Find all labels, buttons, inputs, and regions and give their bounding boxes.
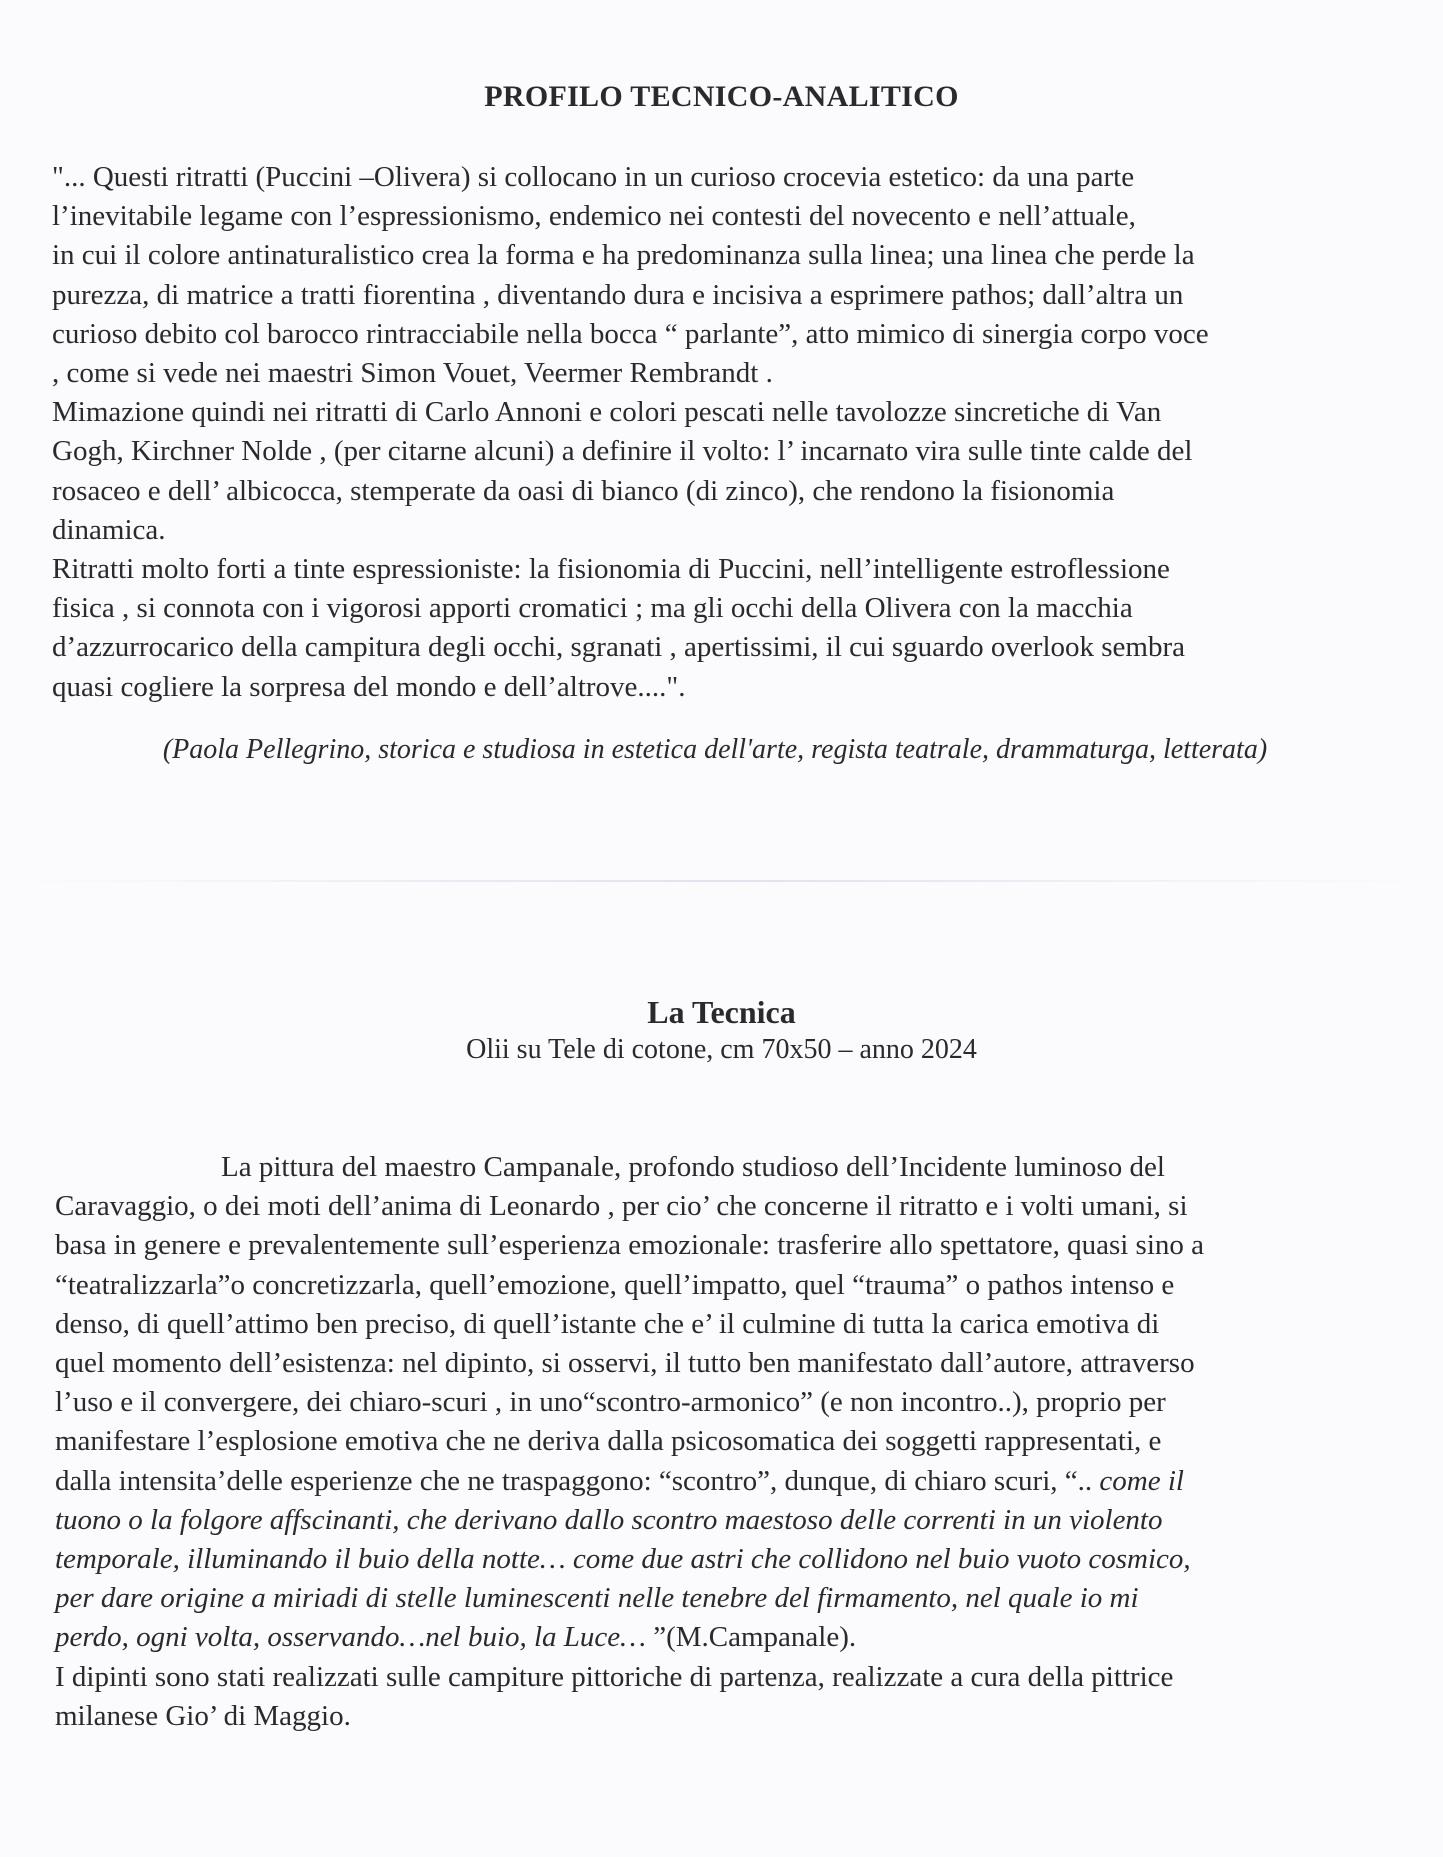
quote-line: tuono o la folgore affscinanti, che derivano dallo scontro maestoso delle correnti in un violento [55,1503,1163,1536]
text-line: "... Questi ritratti (Puccini –Olivera) si collocano in un curioso crocevia estetico: da una parte [52,161,1135,193]
quote-attribution: ”(M.Campanale). [653,1621,857,1654]
italic-segment: come il [1099,1464,1184,1497]
text-line: quel momento dell’esistenza: nel dipinto, si osservi, il tutto ben manifestato dall’autore, attraverso [55,1347,1195,1380]
author-citation: (Paola Pellegrino, storica e studiosa in estetica dell'arte, regista teatrale, drammaturga, letterata) [162,734,1268,765]
italic-segment: perdo, ogni volta, osservando…nel buio, la Luce… [55,1621,654,1654]
text-line: l’inevitabile legame con l’espressionismo, endemico nei contesti del novecento e nell’attuale, [52,200,1136,233]
text-line: milanese Gio’ di Maggio. [55,1699,351,1732]
text-line [55,1618,1415,1657]
text-line: fisica , si connota con i vigorosi apporti cromatici ; ma gli occhi della Olivera con la macchia [52,592,1133,625]
text-line [55,1462,1415,1501]
text-line: purezza, di matrice a tratti fiorentina , diventando dura e incisiva a esprimere pathos; dall’altra un [52,278,1184,311]
profile-title: PROFILO TECNICO-ANALITICO [484,80,959,113]
text-line: Gogh, Kirchner Nolde , (per citarne alcuni) a definire il volto: l’ incarnato vira sulle tinte calde del [52,435,1193,468]
text-line: Caravaggio, o dei moti dell’anima di Leonardo , per cio’ che concerne il ritratto e i volti umani, si [55,1190,1188,1223]
text-line: dinamica. [52,513,166,546]
text-line: , come si vede nei maestri Simon Vouet, Veermer Rembrandt . [52,357,773,390]
text-line: “teatralizzarla”o concretizzarla, quell’emozione, quell’impatto, quel “trauma” o pathos intenso e [55,1268,1175,1301]
text-line: Ritratti molto forti a tinte espressioniste: la fisionomia di Puccini, nell’intelligente estroflessione [52,553,1170,586]
quote-line: temporale, illuminando il buio della notte… come due astri che collidono nel buio vuoto cosmico, [55,1543,1191,1576]
paper-fold-line [0,880,1443,882]
text-line: d’azzurrocarico della campitura degli occhi, sgranati , apertissimi, il cui sguardo overlook sembra [52,631,1185,664]
technique-subtitle: Olii su Tele di cotone, cm 70x50 – anno 2024 [466,1034,977,1065]
technique-text [55,1148,1415,1736]
quote-line: per dare origine a miriadi di stelle luminescenti nelle tenebre del firmamento, nel quale io mi [55,1582,1139,1615]
text-line: La pittura del maestro Campanale, profondo studioso dell’Incidente luminoso del [221,1151,1165,1183]
text-line: quasi cogliere la sorpresa del mondo e dell’altrove....". [52,670,686,703]
profile-text [52,158,1402,707]
text-segment: dalla intensita’delle esperienze che ne traspaggono: “scontro”, dunque, di chiaro scuri, “.. [55,1464,1093,1497]
text-line: basa in genere e prevalentemente sull’esperienza emozionale: trasferire allo spettatore, quasi sino a [55,1229,1205,1262]
text-line: curioso debito col barocco rintracciabile nella bocca “ parlante”, atto mimico di sinergia corpo voce [52,317,1209,350]
text-line: denso, di quell’attimo ben preciso, di quell’istante che e’ il culmine di tutta la carica emotiva di [55,1307,1160,1340]
text-line: l’uso e il convergere, dei chiaro-scuri , in uno“scontro-armonico” (e non incontro..), proprio per [55,1386,1166,1419]
text-line: I dipinti sono stati realizzati sulle campiture pittoriche di partenza, realizzate a cura della pittrice [55,1660,1174,1693]
technique-title: La Tecnica [647,994,796,1030]
text-line: rosaceo e dell’ albicocca, stemperate da oasi di bianco (di zinco), che rendono la fisionomia [52,474,1115,507]
text-line: manifestare l’esplosione emotiva che ne deriva dalla psicosomatica dei soggetti rappresentati, e [55,1425,1162,1458]
text-line: Mimazione quindi nei ritratti di Carlo Annoni e colori pescati nelle tavolozze sincretiche di Van [52,396,1162,429]
text-line: in cui il colore antinaturalistico crea la forma e ha predominanza sulla linea; una linea che perde la [52,239,1195,272]
